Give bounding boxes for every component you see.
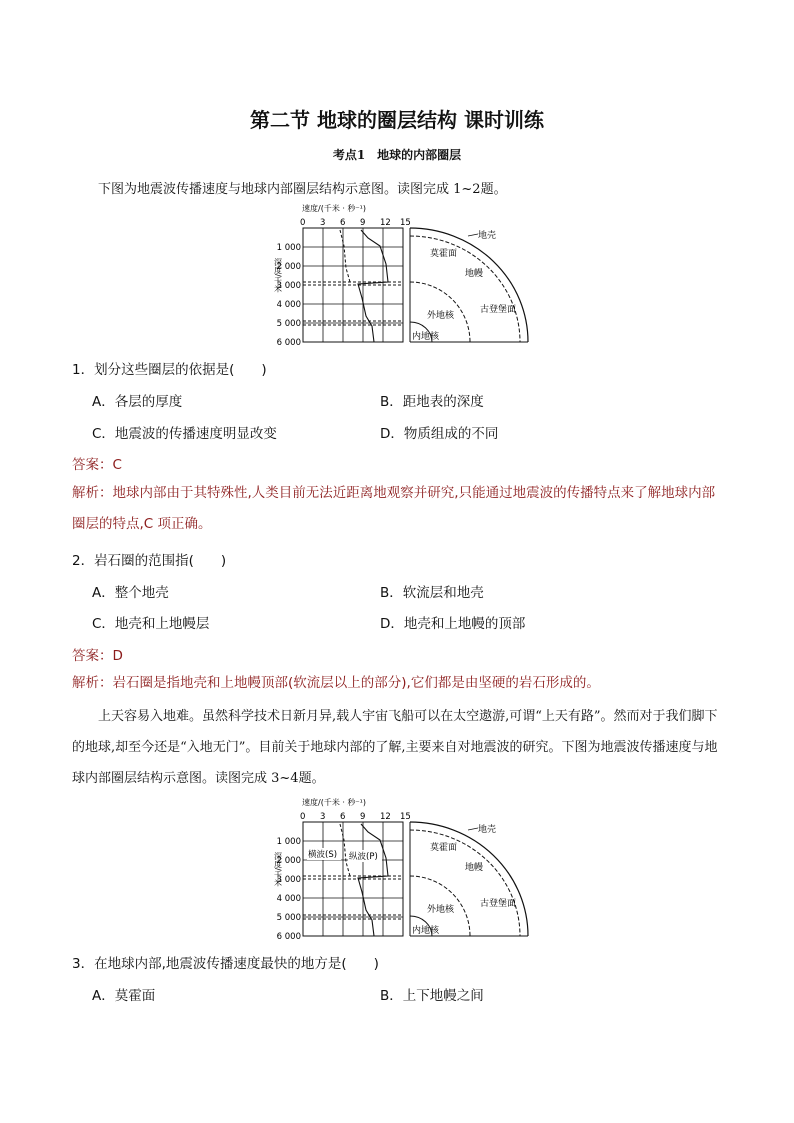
label-moho: 莫霍面 xyxy=(430,249,458,259)
y-tick-label: 2 000 xyxy=(276,262,301,272)
q2-option-c: C．地壳和上地幔层 xyxy=(92,616,210,632)
x-tick-label: 6 xyxy=(340,812,346,822)
y-tick-label: 6 000 xyxy=(276,338,301,348)
y-axis-label: 深度/千米 xyxy=(273,258,283,293)
q2-option-a: A．整个地壳 xyxy=(92,585,169,601)
label-s-wave: 横波(S) xyxy=(308,850,338,860)
x-tick-label: 12 xyxy=(380,812,391,822)
y-tick-label: 5 000 xyxy=(276,319,301,329)
label-mantle: 地幔 xyxy=(465,269,484,279)
y-tick-label: 1 000 xyxy=(276,243,301,253)
question-2: 2．岩石圈的范围指( ) xyxy=(72,553,227,569)
y-axis-label: 深度/千米 xyxy=(273,852,283,887)
label-crust: 地壳 xyxy=(478,825,497,835)
y-tick-label: 3 000 xyxy=(276,281,301,291)
label-p-wave: 纵波(P) xyxy=(349,852,378,862)
q2-option-b: B．软流层和地壳 xyxy=(380,585,484,601)
x-tick-label: 9 xyxy=(360,812,366,822)
x-tick-label: 15 xyxy=(400,218,411,228)
q2-option-d: D．地壳和上地幔的顶部 xyxy=(380,616,526,632)
label-gutenberg: 古登堡面 xyxy=(480,305,517,315)
y-tick-label: 1 000 xyxy=(276,837,301,847)
question-1: 1．划分这些圈层的依据是( ) xyxy=(72,362,267,378)
label-moho: 莫霍面 xyxy=(430,843,458,853)
x-tick-label: 9 xyxy=(360,218,366,228)
intro-2: 上天容易入地难。虽然科学技术日新月异,载人宇宙飞船可以在太空遨游,可谓“上天有路”。然而对于我们脚下的地球,却至今还是“入地无门”。目前关于地球内部的了解,主要来自对地震波的研究。下图为地震波传播速度与地球内部圈层结构示意图。读图完成 3~4题。 xyxy=(72,709,718,786)
x-tick-label: 0 xyxy=(300,218,306,228)
q1-option-c: C．地震波的传播速度明显改变 xyxy=(92,426,277,442)
label-outer-core: 外地核 xyxy=(427,311,455,321)
q1-option-d: D．物质组成的不同 xyxy=(380,426,499,442)
label-mantle: 地幔 xyxy=(465,863,484,873)
axis-title: 速度/(千米 · 秒⁻¹) xyxy=(302,798,366,807)
label-inner-core: 内地核 xyxy=(412,926,440,936)
seismic-figure-1 xyxy=(270,198,540,348)
y-tick-label: 2 000 xyxy=(276,856,301,866)
y-tick-label: 4 000 xyxy=(276,300,301,310)
y-tick-label: 3 000 xyxy=(276,875,301,885)
q3-option-b: B．上下地幔之间 xyxy=(380,988,484,1004)
label-inner-core: 内地核 xyxy=(412,332,440,342)
x-tick-label: 0 xyxy=(300,812,306,822)
y-tick-label: 4 000 xyxy=(276,894,301,904)
q3-option-a: A．莫霍面 xyxy=(92,988,156,1004)
seismic-figure-2 xyxy=(270,792,540,942)
explanation-2: 解析：岩石圈是指地壳和上地幔顶部(软流层以上的部分),它们都是由坚硬的岩石形成的。 xyxy=(72,675,600,691)
y-tick-label: 6 000 xyxy=(276,932,301,942)
x-tick-label: 3 xyxy=(320,812,326,822)
section-heading: 考点1 地球的内部圈层 xyxy=(332,148,462,162)
axis-title: 速度/(千米 · 秒⁻¹) xyxy=(302,204,366,213)
x-tick-label: 3 xyxy=(320,218,326,228)
x-tick-label: 15 xyxy=(400,812,411,822)
label-outer-core: 外地核 xyxy=(427,905,455,915)
y-tick-label: 5 000 xyxy=(276,913,301,923)
x-tick-label: 12 xyxy=(380,218,391,228)
label-gutenberg: 古登堡面 xyxy=(480,899,517,909)
answer-1: 答案：C xyxy=(72,457,122,473)
label-crust: 地壳 xyxy=(478,231,497,241)
q1-option-b: B．距地表的深度 xyxy=(380,394,484,410)
intro-1: 下图为地震波传播速度与地球内部圈层结构示意图。读图完成 1~2题。 xyxy=(98,182,507,197)
x-tick-label: 6 xyxy=(340,218,346,228)
q1-option-a: A．各层的厚度 xyxy=(92,394,183,410)
page-title: 第二节 地球的圈层结构 课时训练 xyxy=(250,108,544,132)
answer-2: 答案：D xyxy=(72,648,123,664)
explanation-1: 解析：地球内部由于其特殊性,人类目前无法近距离地观察并研究,只能通过地震波的传播特点来了解地球内部圈层的特点,C 项正确。 xyxy=(72,485,716,532)
question-3: 3．在地球内部,地震波传播速度最快的地方是( ) xyxy=(72,956,379,972)
